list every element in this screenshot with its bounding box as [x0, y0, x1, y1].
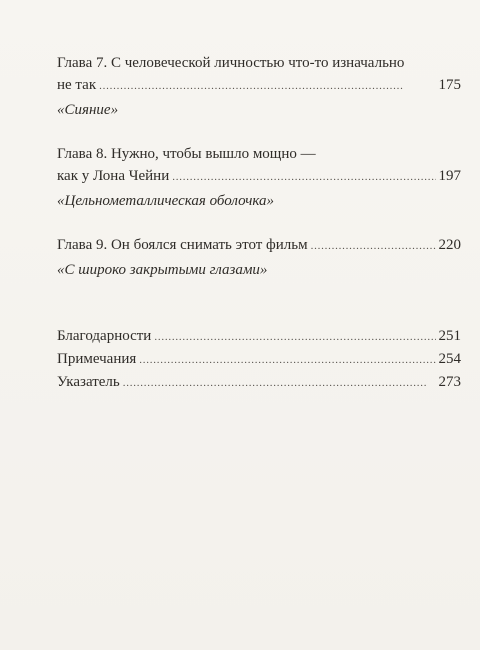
chapter-title-leader-line: [57, 165, 461, 188]
chapter-title-continuation: не так: [57, 77, 97, 93]
toc-entry-acknowledgements: [57, 325, 461, 348]
page-number: 254: [438, 351, 461, 367]
back-matter-line: [57, 371, 461, 394]
back-matter-label: Указатель: [57, 374, 120, 390]
chapter-title-leader-line: [57, 234, 461, 257]
page-number: 175: [438, 77, 461, 93]
page-number: 197: [438, 168, 461, 184]
chapter-title-continuation: как у Лона Чейни: [57, 168, 170, 184]
chapter-subtitle: «Цельнометаллическая оболочка»: [57, 193, 275, 209]
toc-entry-chapter-7: [57, 52, 461, 121]
chapter-title-line: Глава 7. С человеческой личностью что-то изначально: [57, 55, 405, 71]
toc-entry-notes: [57, 348, 461, 371]
dot-leader: [172, 165, 435, 188]
toc-entry-chapter-8: [57, 143, 461, 212]
spacer: [57, 121, 461, 143]
back-matter-label: Примечания: [57, 351, 137, 367]
toc-entry-index: [57, 371, 461, 394]
page-number: 251: [438, 328, 461, 344]
back-matter-label: Благодарности: [57, 328, 152, 344]
chapter-title: Глава 9. Он боялся снимать этот фильм: [57, 237, 308, 253]
dot-leader: [154, 325, 435, 348]
back-matter-line: [57, 348, 461, 371]
toc-entry-chapter-9: [57, 234, 461, 281]
dot-leader: [99, 74, 435, 97]
back-matter-line: [57, 325, 461, 348]
dot-leader: [311, 234, 436, 257]
chapter-title-leader-line: [57, 74, 461, 97]
chapter-subtitle: «С широко закрытыми глазами»: [57, 262, 268, 278]
page-number: 220: [438, 237, 461, 253]
spacer: [57, 281, 461, 325]
spacer: [57, 212, 461, 234]
dot-leader: [139, 348, 435, 371]
chapter-title-line: Глава 8. Нужно, чтобы вышло мощно —: [57, 146, 316, 162]
page-number: 273: [438, 374, 461, 390]
chapter-subtitle: «Сияние»: [57, 102, 119, 118]
dot-leader: [123, 371, 436, 394]
table-of-contents: [57, 52, 461, 394]
